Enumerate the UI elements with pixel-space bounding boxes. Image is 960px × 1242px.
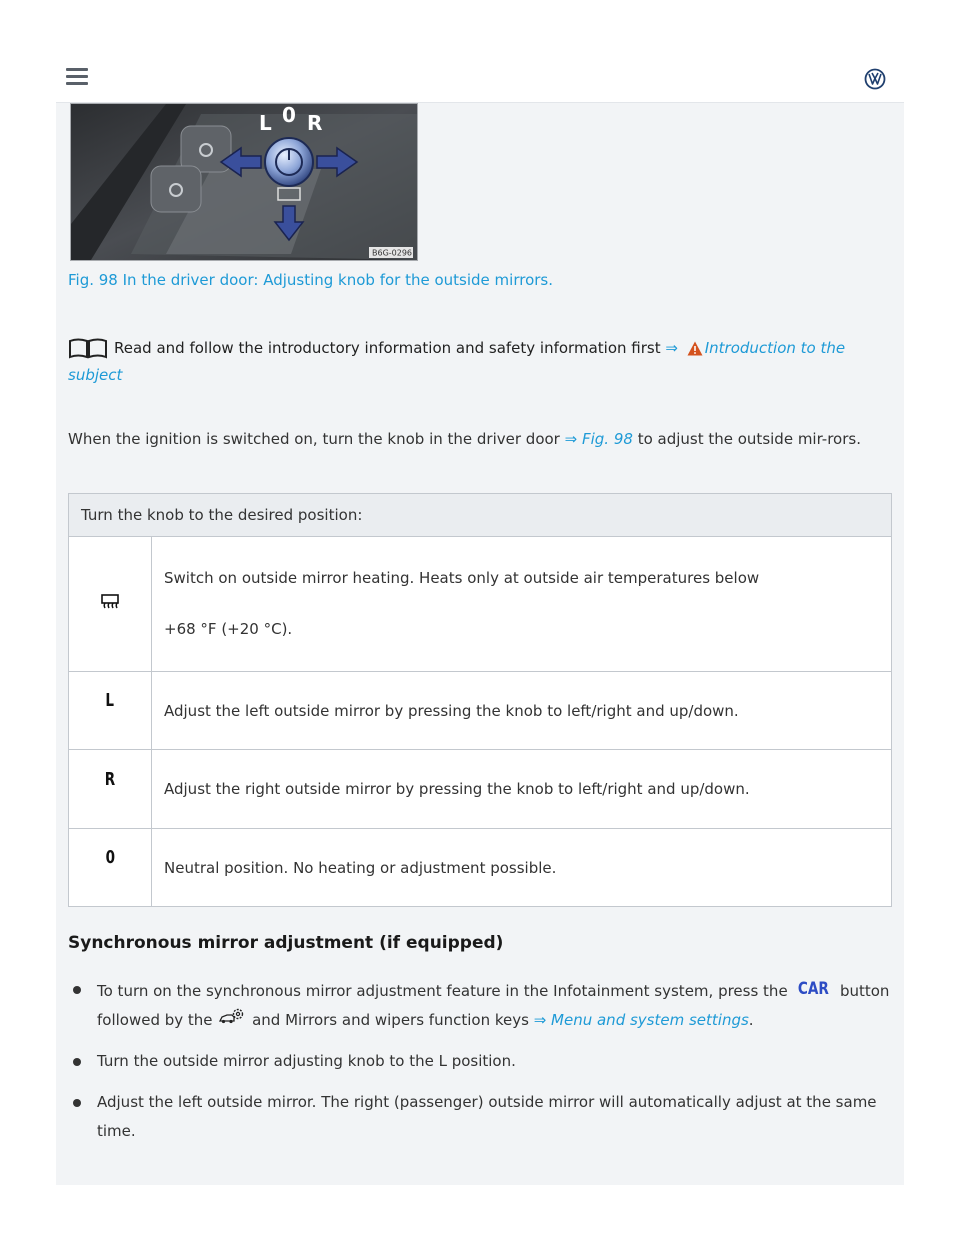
menu-settings-link[interactable]: ⇒ Menu and system settings bbox=[533, 1011, 749, 1029]
letter-r-icon: R bbox=[104, 768, 116, 790]
mirror-heating-icon bbox=[101, 594, 119, 610]
left-mirror-text: Adjust the left outside mirror by pressing the knob to left/right and up/down. bbox=[152, 672, 892, 750]
bullet1-post: and Mirrors and wipers function keys bbox=[252, 1011, 529, 1029]
table-row bbox=[69, 672, 892, 750]
hamburger-menu-icon[interactable] bbox=[66, 68, 88, 88]
list-item: Turn the outside mirror adjusting knob to the L position. bbox=[68, 1047, 892, 1076]
intro-arrow[interactable]: ⇒ bbox=[665, 339, 678, 357]
knob-label-l: L bbox=[259, 111, 272, 135]
figure-caption: Fig. 98 In the driver door: Adjusting knob for the outside mirrors. bbox=[68, 271, 554, 289]
para-text-before: When the ignition is switched on, turn the knob in the driver door bbox=[68, 430, 560, 448]
bullet1-pre: To turn on the synchronous mirror adjustment feature in the Infotainment system, press the bbox=[97, 982, 788, 1000]
knob-positions-table bbox=[68, 493, 892, 907]
table-icon-cell bbox=[69, 672, 152, 750]
table-row bbox=[69, 829, 892, 907]
fig-98-link[interactable]: ⇒ Fig. 98 bbox=[564, 430, 633, 448]
table-row bbox=[69, 750, 892, 829]
figure-code-label: B6G-0296 bbox=[372, 248, 413, 258]
heating-text-2: +68 °F (+20 °C). bbox=[164, 620, 293, 638]
bullet1-mid: button followed by the bbox=[97, 982, 890, 1029]
heating-text-1: Switch on outside mirror heating. Heats only at outside air temperatures below bbox=[164, 569, 760, 587]
letter-l-icon: L bbox=[105, 690, 115, 711]
right-mirror-text: Adjust the right outside mirror by pressing the knob to left/right and up/down. bbox=[152, 750, 892, 829]
figure-mirror-knob bbox=[70, 103, 418, 261]
letter-0-icon: 0 bbox=[105, 847, 115, 868]
car-button-icon: CAR bbox=[798, 979, 830, 999]
sync-steps-list bbox=[68, 975, 892, 1158]
table-text-cell bbox=[152, 537, 892, 672]
open-book-icon bbox=[68, 337, 108, 359]
bullet1-end: . bbox=[748, 1011, 754, 1029]
intro-link[interactable]: Introduction to the subject bbox=[68, 339, 846, 384]
warning-triangle-icon bbox=[687, 341, 703, 356]
intro-text: Read and follow the introductory information and safety information first bbox=[114, 339, 661, 357]
sync-heading: Synchronous mirror adjustment (if equipped) bbox=[68, 933, 504, 953]
content-area bbox=[56, 103, 904, 1185]
list-item: Adjust the left outside mirror. The right (passenger) outside mirror will automatically adjust at the same time. bbox=[68, 1088, 892, 1146]
top-bar bbox=[56, 54, 904, 103]
table-header-row bbox=[69, 494, 892, 537]
intro-notice bbox=[68, 335, 892, 389]
para-text-after: to adjust the outside mir-rors. bbox=[637, 430, 861, 448]
list-item bbox=[68, 975, 892, 1035]
knob-label-0: 0 bbox=[282, 104, 296, 127]
table-icon-cell bbox=[69, 829, 152, 907]
table-icon-cell bbox=[69, 750, 152, 829]
vw-logo-icon[interactable] bbox=[864, 68, 886, 90]
table-icon-cell bbox=[69, 537, 152, 672]
knob-label-r: R bbox=[307, 111, 323, 135]
car-settings-gear-icon bbox=[219, 1007, 245, 1025]
neutral-text: Neutral position. No heating or adjustment possible. bbox=[152, 829, 892, 907]
table-row bbox=[69, 537, 892, 672]
table-header: Turn the knob to the desired position: bbox=[69, 494, 892, 537]
body-paragraph bbox=[68, 425, 892, 454]
mirror-knob-illustration bbox=[71, 104, 417, 260]
